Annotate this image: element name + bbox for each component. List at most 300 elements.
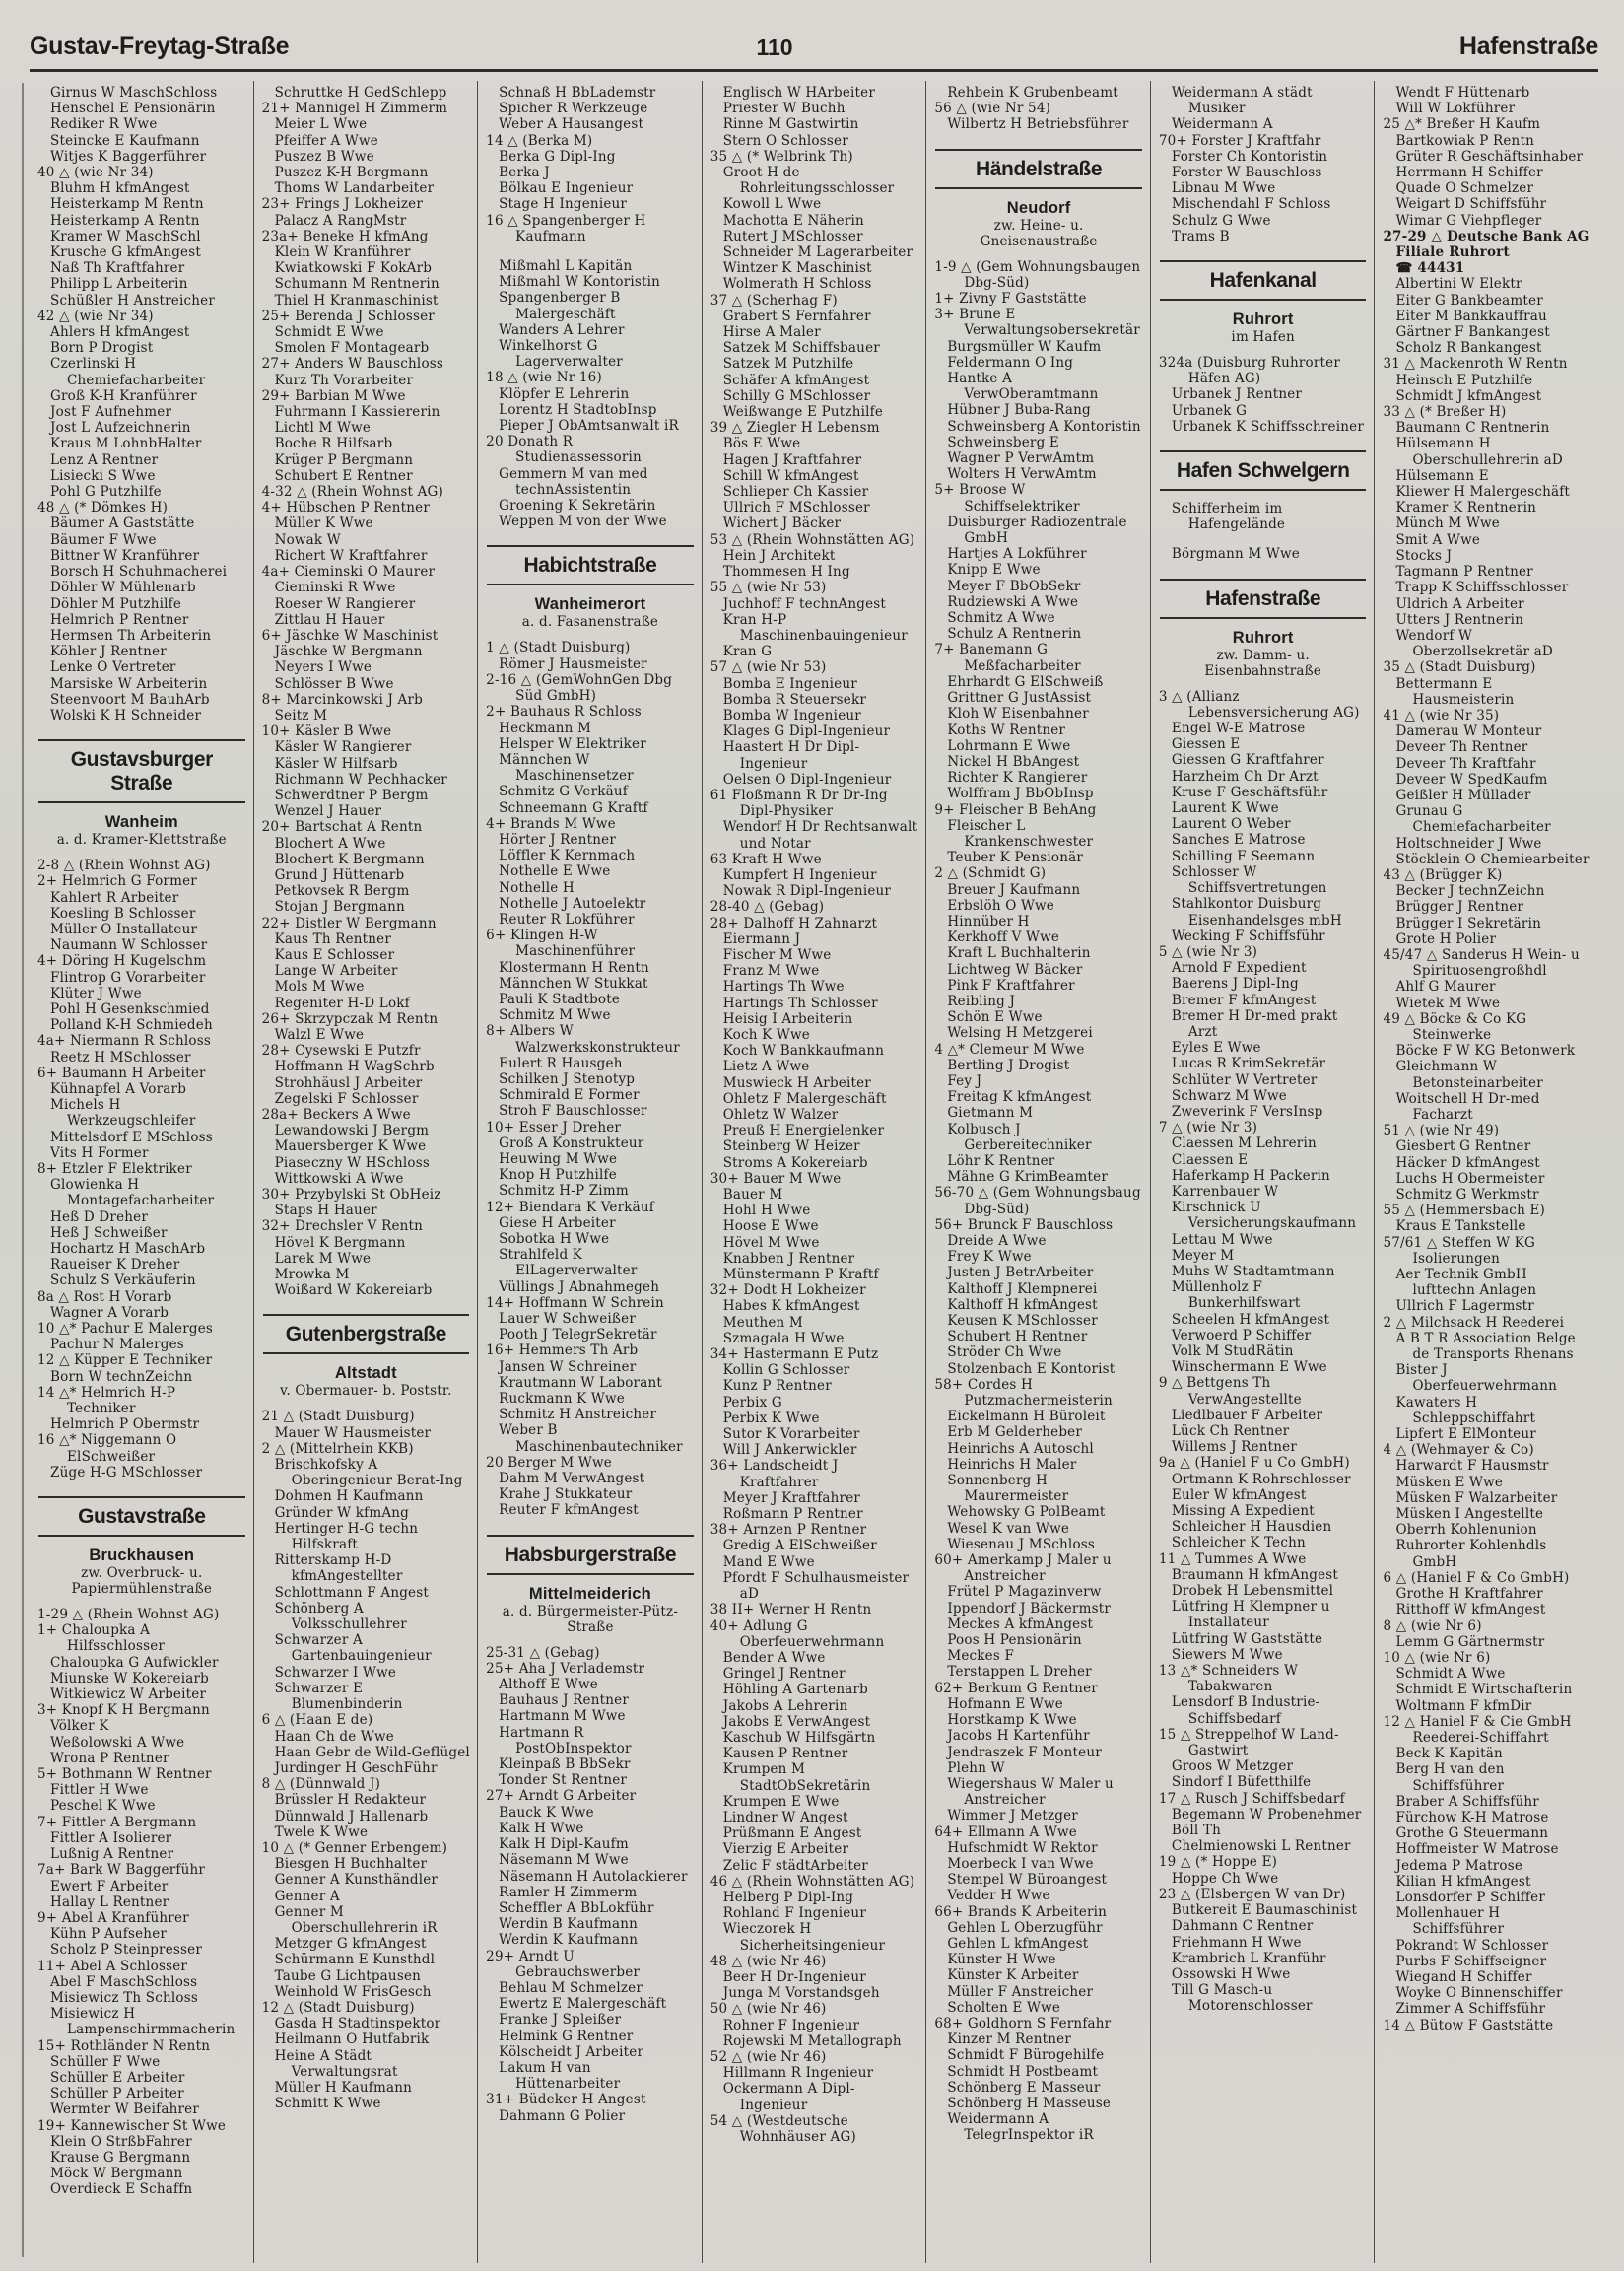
directory-entry: Krumpen E Wwe <box>722 1793 840 1810</box>
directory-entry: Kloh W Eisenbahner <box>947 706 1089 723</box>
directory-entry: Schmitz H Anstreicher <box>499 1407 657 1423</box>
directory-column-4 <box>702 81 926 2263</box>
directory-entry: Käsler W Rangierer <box>274 739 412 756</box>
house-number-entry: 63 Kraft H Wwe <box>710 851 822 867</box>
directory-entry: Genner M Oberschullehrerin iR <box>274 1903 438 1936</box>
directory-entry: Meyer F BbObSekr <box>947 578 1081 594</box>
directory-entry: Mißmahl L Kapitän <box>499 258 633 275</box>
directory-entry: Brüssler H Redakteur <box>274 1792 427 1809</box>
house-number-entry: 9a △ (Haniel F u Co GmbH) <box>1158 1455 1350 1472</box>
house-number-entry: 68+ Goldhorn S Fernfahr <box>934 2015 1112 2031</box>
directory-entry: Herrmann H Schiffer <box>1395 165 1543 181</box>
directory-entry: Satzek M Putzhilfe <box>722 356 854 373</box>
directory-entry: Reetz H MSchlosser <box>50 1049 191 1066</box>
directory-entry: Kerkhoff V Wwe <box>947 929 1060 946</box>
directory-entry: Heuwing M Wwe <box>499 1150 618 1167</box>
directory-entry: Smolen F Montagearb <box>274 340 430 357</box>
directory-entry: Rediker R Wwe <box>50 116 158 133</box>
directory-entry: Näsemann H Autolackierer <box>499 1868 688 1885</box>
directory-entry: Rohner F Ingenieur <box>722 2017 860 2033</box>
district-location: zw. Damm- u. Eisenbahnstraße <box>1204 647 1322 679</box>
directory-entry: Harwardt F Hausmstr <box>1395 1458 1549 1475</box>
directory-entry: Kalthoff J Klempnerei <box>947 1280 1098 1297</box>
directory-entry: Genner A Kunsthändler <box>274 1872 439 1889</box>
directory-entry: Ippendorf J Bäckermstr <box>947 1600 1111 1617</box>
district-location: v. Obermauer- b. Poststr. <box>280 1383 452 1400</box>
directory-entry: Poos H Pensionärin <box>947 1632 1082 1649</box>
directory-entry: Eiermann J <box>722 930 801 947</box>
house-number-entry: 35 △ (* Welbrink Th) <box>710 148 853 165</box>
directory-entry: Blochert K Bergmann <box>274 851 425 867</box>
house-number-entry: 1 △ (Stadt Duisburg) <box>486 640 631 656</box>
house-number-entry: 23a+ Beneke H kfmAng <box>261 228 429 244</box>
directory-entry: Plehn W <box>947 1759 1005 1776</box>
directory-entry: Grothe H Kraftfahrer <box>1395 1586 1543 1603</box>
house-number-entry: 7a+ Bark W Baggerführ <box>37 1862 206 1879</box>
house-number-entry: 5+ Broose W Schiffselektriker <box>934 482 1080 515</box>
directory-entry: Stahlkontor Duisburg Eisenhandelsges mbH <box>1171 896 1342 929</box>
directory-entry: Oberrh Kohlenunion <box>1395 1522 1537 1539</box>
directory-entry: Groß K-H Kranführer <box>50 387 197 404</box>
directory-entry: Henschel E Pensionärin <box>50 101 216 117</box>
directory-entry: Gemmern M van med technAssistentin <box>499 465 648 498</box>
house-number-entry: 30+ Bauer M Wwe <box>710 1170 842 1187</box>
directory-entry: Höhling A Gartenarb <box>722 1682 868 1698</box>
directory-entry: Behlau M Schmelzer <box>499 1979 643 1996</box>
directory-entry: Lonsdorfer P Schiffer <box>1395 1889 1545 1905</box>
directory-entry: Giese H Arbeiter <box>499 1214 616 1231</box>
house-number-entry: 8+ Etzler F Elektriker <box>37 1160 192 1177</box>
directory-entry: Palacz A RangMstr <box>274 212 407 229</box>
directory-entry: Schmirald E Former <box>499 1087 640 1104</box>
directory-entry: Schlüter W Vertreter <box>1171 1071 1318 1088</box>
directory-entry: Stöcklein O Chemiearbeiter <box>1395 851 1590 867</box>
directory-entry: Jendraszek F Monteur <box>947 1744 1102 1760</box>
house-number-entry: 15+ Rothländer N Rentn <box>37 2037 211 2054</box>
directory-entry: Zimmer A Schiffsführ <box>1395 2001 1546 2018</box>
house-number-entry: 27+ Anders W Bauschloss <box>261 356 444 373</box>
directory-entry: Schmidt A Wwe <box>1395 1666 1506 1683</box>
house-number-entry: 25+ Berenda J Schlosser <box>261 308 435 324</box>
directory-entry: Grüter R Geschäftsinhaber <box>1395 148 1584 165</box>
directory-entry: Bettermann E Hausmeisterin <box>1395 675 1515 708</box>
directory-entry: Eiter G Bankbeamter <box>1395 292 1543 309</box>
directory-entry: Bluhm H kfmAngest <box>50 180 190 197</box>
header-street-left: Gustav-Freytag-Straße <box>30 33 290 60</box>
directory-entry: Sanches E Matrose <box>1171 832 1306 849</box>
directory-entry: Naß Th Kraftfahrer <box>50 260 185 277</box>
directory-column-5 <box>925 81 1150 2263</box>
house-number-entry: 23+ Frings J Lokheizer <box>261 196 423 213</box>
directory-entry: Juchhoff F technAngest <box>722 595 887 612</box>
house-number-entry: 58+ Cordes H Putzmachermeisterin <box>934 1376 1113 1410</box>
directory-entry: Vedder H Wwe <box>947 1888 1050 1904</box>
directory-entry: Woltmann F kfmDir <box>1395 1697 1532 1714</box>
street-header: Habsburgerstraße <box>487 1535 694 1575</box>
directory-entry: Zegelski F Schlosser <box>274 1090 419 1107</box>
directory-entry: Fürchow K-H Matrose <box>1395 1809 1549 1825</box>
directory-entry: Ströder Ch Wwe <box>947 1344 1062 1361</box>
house-number-entry: 10 △ (wie Nr 6) <box>1383 1649 1491 1666</box>
directory-entry: Grothe G Steuermann <box>1395 1825 1549 1842</box>
house-number-entry: 49 △ Böcke & Co KG Steinwerke <box>1383 1010 1527 1043</box>
directory-entry: Winkelhorst G Lagerverwalter <box>499 338 623 371</box>
directory-entry: Abel F MaschSchloss <box>50 1973 198 1990</box>
directory-entry: Pohl G Putzhilfe <box>50 484 162 501</box>
directory-entry: Rudziewski A Wwe <box>947 593 1079 610</box>
directory-entry: Heisterkamp M Rentn <box>50 196 204 213</box>
directory-entry: Kolbusch J Gerbereitechniker <box>947 1121 1092 1153</box>
directory-entry: Lipfert E ElMonteur <box>1395 1426 1536 1443</box>
directory-entry: Kraus M LohnbHalter <box>50 436 202 452</box>
house-number-entry: 11 △ Tummes A Wwe <box>1158 1550 1307 1567</box>
directory-entry: Gründer W kfmAng <box>274 1504 410 1521</box>
directory-entry: Bauer M <box>722 1187 783 1204</box>
directory-entry: Utters J Rentnerin <box>1395 611 1524 628</box>
directory-entry: Scholten E Wwe <box>947 1999 1061 2016</box>
directory-entry: Aer Technik GmbH lufttechn Anlagen <box>1395 1267 1537 1299</box>
directory-entry: Bomba E Ingenieur <box>722 675 857 692</box>
house-number-entry: 1-9 △ (Gem Wohnungsbaugen Dbg-Süd) <box>934 258 1141 291</box>
directory-entry: Hülsemann E <box>1395 467 1489 484</box>
directory-entry: Hagen J Kraftfahrer <box>722 451 862 468</box>
directory-entry: Ritterskamp H-D kfmAngestellter <box>274 1552 403 1585</box>
directory-entry: Kran G <box>722 644 773 660</box>
directory-entry: Münstermann P Kraftf <box>722 1267 879 1283</box>
directory-entry: Ullrich F Lagermstr <box>1395 1298 1534 1315</box>
district-header: Altstadt <box>334 1364 397 1383</box>
directory-entry: Krahe J Stukkateur <box>499 1486 633 1503</box>
directory-entry: Schönberg E Masseur <box>947 2079 1101 2096</box>
house-number-entry: 4a+ Cieminski O Maurer <box>261 564 436 581</box>
header-street-right: Hafenstraße <box>1458 33 1599 60</box>
directory-entry: Wichert J Bäcker <box>722 516 842 532</box>
directory-entry: Szmagala H Wwe <box>722 1330 845 1346</box>
directory-entry: Schlosser W Schiffsvertretungen <box>1171 863 1327 897</box>
directory-entry: Jurdinger H GeschFühr <box>274 1759 438 1776</box>
house-number-entry: 70+ Forster J Kraftfahr <box>1158 132 1321 149</box>
house-number-entry: 4+ Döring H Kugelschm <box>37 953 207 970</box>
directory-entry: Klüter J Wwe <box>50 985 142 1001</box>
directory-entry: Lichtweg W Bäcker <box>947 961 1083 978</box>
directory-entry: Klein W Kranführer <box>274 244 411 261</box>
directory-entry: Grittner G JustAssist <box>947 690 1092 707</box>
directory-entry: Bremer H Dr-med prakt Arzt <box>1171 1007 1338 1040</box>
directory-entry: Heine A Städt Verwaltungsrat <box>274 2047 398 2080</box>
street-header: Gutenbergstraße <box>263 1314 470 1354</box>
directory-entry: Steincke E Kaufmann <box>50 132 200 149</box>
house-number-entry: 4+ Brands M Wwe <box>486 815 616 832</box>
directory-entry: Kowoll L Wwe <box>722 196 822 213</box>
directory-entry: Eiter M Bankkauffrau <box>1395 308 1547 324</box>
directory-entry: Kühnapfel A Vorarb <box>50 1080 187 1097</box>
directory-entry: Eulert R Hausgeh <box>499 1055 623 1071</box>
directory-entry: Vüllings J Abnahmegeh <box>499 1278 660 1295</box>
directory-entry: Lewandowski J Bergm <box>274 1123 430 1139</box>
directory-entry: Ruhrorter Kohlenhdls GmbH <box>1395 1538 1547 1570</box>
directory-entry: Brügger J Rentner <box>1395 899 1524 916</box>
directory-entry: Verwoerd P Schiffer <box>1171 1327 1312 1343</box>
directory-entry: Lietz A Wwe <box>722 1059 810 1075</box>
directory-entry: Seitz M <box>274 707 328 723</box>
directory-entry: Häcker D kfmAngest <box>1395 1154 1540 1171</box>
directory-entry: Michels H Werkzeugschleifer <box>50 1097 196 1130</box>
directory-entry: Bender A Wwe <box>722 1649 826 1666</box>
directory-entry: Pfeiffer A Wwe <box>274 132 378 149</box>
house-number-entry: 50 △ (wie Nr 46) <box>710 2001 827 2018</box>
directory-entry: Stroms A Kokereiarb <box>722 1154 868 1171</box>
house-number-entry: 1-29 △ (Rhein Wohnst AG) <box>37 1607 220 1623</box>
directory-entry: Löhr K Rentner <box>947 1152 1055 1169</box>
directory-entry: Schüller E Arbeiter <box>50 2069 185 2086</box>
directory-entry: Wagner P VerwAmtm <box>947 450 1095 467</box>
directory-entry: Klages G Dipl-Ingenieur <box>722 723 891 740</box>
house-number-entry: 25-31 △ (Gebag) <box>486 1644 600 1661</box>
street-header: Hafenkanal <box>1160 260 1367 301</box>
directory-entry: Schneemann G Kraftf <box>499 799 648 816</box>
directory-entry: Teuber K Pensionär <box>947 850 1084 866</box>
directory-entry: Ahlf G Maurer <box>1395 979 1496 996</box>
house-number-entry: 25+ Aha J Verlademstr <box>486 1660 645 1677</box>
directory-entry: Helmink G Rentner <box>499 2028 634 2044</box>
directory-entry: Fleischer L Krankenschwester <box>947 817 1094 850</box>
house-number-entry: 12 △ Haniel F & Cie GmbH Reederei-Schiffahrt <box>1383 1713 1572 1746</box>
house-number-entry: 45/47 △ Sanderus H Wein- u Spirituosengroßhdl <box>1383 946 1580 980</box>
house-number-entry: 9+ Abel A Kranführer <box>37 1909 189 1926</box>
directory-entry: Frey K Wwe <box>947 1249 1032 1266</box>
directory-entry: Geißler H Müllader <box>1395 787 1531 803</box>
directory-entry: Wilbertz H Betriebsführer <box>947 116 1129 133</box>
directory-entry: Rohland F Ingenieur <box>722 1905 866 1922</box>
directory-entry: Purbs F Schiffseigner <box>1395 1953 1547 1969</box>
directory-entry: Dohmen H Kaufmann <box>274 1488 424 1505</box>
directory-entry: Kollin G Schlosser <box>722 1362 850 1379</box>
directory-entry: Schwerdtner P Bergm <box>274 787 429 803</box>
directory-entry: Hörter J Rentner <box>499 831 616 848</box>
directory-entry: Hantke A VerwOberamtmann <box>947 371 1099 403</box>
directory-entry: Schmitz H-P Zimm <box>499 1183 629 1200</box>
directory-entry: Winschermann E Wwe <box>1171 1359 1327 1376</box>
directory-entry: Weidermann A <box>1171 116 1273 133</box>
house-number-entry: 27+ Arndt G Arbeiter <box>486 1788 637 1805</box>
directory-entry: Bister J Oberfeuerwehrmann <box>1395 1362 1558 1395</box>
directory-entry: Bittner W Kranführer <box>50 547 200 564</box>
directory-entry: Breuer J Kaufmann <box>947 881 1081 898</box>
house-number-entry: 36+ Landscheidt J Kraftfahrer <box>710 1458 839 1490</box>
directory-entry: Hartmann R PostObInspektor <box>499 1724 632 1756</box>
directory-entry: Brügger I Sekretärin <box>1395 915 1541 931</box>
directory-entry: Hirse A Maler <box>722 324 821 341</box>
directory-entry: Wimar G Viehpfleger <box>1395 212 1542 229</box>
directory-entry: Bremer F kfmAngest <box>1171 992 1317 1008</box>
directory-entry: Jost F Aufnehmer <box>50 404 172 421</box>
house-number-entry: 19+ Kannewischer St Wwe <box>37 2117 227 2134</box>
directory-entry: Schleicher K Techn <box>1171 1535 1306 1551</box>
directory-entry: Lück Ch Rentner <box>1171 1423 1290 1439</box>
directory-entry: Deveer Th Rentner <box>1395 739 1528 756</box>
directory-columns <box>30 81 1598 2263</box>
directory-entry: Vits H Former <box>50 1144 149 1161</box>
directory-entry: Schwarzer I Wwe <box>274 1664 397 1681</box>
directory-entry: Dahm M VerwAngest <box>499 1471 645 1487</box>
directory-entry: Schneider M Lagerarbeiter <box>722 244 914 261</box>
directory-entry: Ramler H Zimmerm <box>499 1884 638 1900</box>
directory-entry: Kühn P Aufseher <box>50 1926 168 1943</box>
directory-entry: Kilian H kfmAngest <box>1395 1873 1531 1890</box>
directory-entry: Weidermann A städt Musiker <box>1171 85 1313 117</box>
directory-entry: Karrenbauer W <box>1171 1183 1279 1200</box>
directory-entry: Puszez B Wwe <box>274 148 374 165</box>
directory-entry: Nowak W <box>274 531 341 548</box>
directory-entry: Lindner W Angest <box>722 1809 848 1825</box>
directory-entry: Misiewicz Th Schloss <box>50 1989 199 2006</box>
house-number-entry: 8+ Albers W Walzwerkskonstrukteur <box>486 1023 680 1056</box>
directory-entry: Sonnenberg H Maurermeister <box>947 1473 1069 1505</box>
directory-entry: Schlieper Ch Kassier <box>722 484 869 501</box>
directory-entry: Piaseczny W HSchloss <box>274 1154 430 1171</box>
house-number-entry: 2-16 △ (GemWohnGen Dbg Süd GmbH) <box>486 671 673 705</box>
directory-entry: Kahlert R Arbeiter <box>50 889 179 906</box>
directory-entry: Baumann C Rentnerin <box>1395 420 1550 437</box>
directory-entry: Hoose E Wwe <box>722 1218 819 1235</box>
directory-entry: Priester W Buchh <box>722 101 846 117</box>
directory-entry: Frütel P Magazinverw <box>947 1584 1102 1601</box>
directory-entry: Schüller F Wwe <box>50 2053 161 2070</box>
directory-entry: Nothelle E Wwe <box>499 863 611 880</box>
directory-entry: Hoffmeister W Matrose <box>1395 1841 1559 1858</box>
directory-entry: Hufschmidt W Rektor <box>947 1839 1098 1856</box>
directory-entry: Althoff E Wwe <box>499 1677 598 1693</box>
directory-entry: Volk M StudRätin <box>1171 1342 1294 1359</box>
directory-entry: Boche R Hilfsarb <box>274 436 393 452</box>
directory-entry: Köhler J Rentner <box>50 644 167 660</box>
directory-entry: Laurent K Wwe <box>1171 800 1279 817</box>
directory-entry: Lucas R KrimSekretär <box>1171 1056 1326 1072</box>
district-location: a. d. Bürgermeister-Pütz-Straße <box>502 1603 679 1635</box>
directory-entry: Bertling J Drogist <box>947 1057 1070 1073</box>
directory-entry: Feldermann O Ing <box>947 354 1074 371</box>
directory-entry: Perbix G <box>722 1394 782 1411</box>
directory-entry: Schmitz M Wwe <box>499 1007 611 1024</box>
house-number-entry: 9+ Fleischer B BehAng <box>934 801 1097 818</box>
directory-entry: Schmidt J kfmAngest <box>1395 387 1542 404</box>
directory-entry: Pachur N Malerges <box>50 1337 184 1353</box>
directory-entry: Stojan J Bergmann <box>274 899 405 916</box>
house-number-entry: 6+ Klingen H-W Maschinenführer <box>486 928 636 960</box>
directory-entry: Müller F Anstreicher <box>947 1983 1094 2000</box>
directory-entry: Flintrop G Vorarbeiter <box>50 969 206 986</box>
directory-entry: Ruckmann K Wwe <box>499 1391 625 1408</box>
directory-entry: Mittelsdorf E MSchloss <box>50 1129 213 1145</box>
house-number-entry: 64+ Ellmann A Wwe <box>934 1824 1077 1840</box>
directory-entry: Weidermann A TelegrInspektor iR <box>947 2111 1094 2144</box>
directory-entry: Berka G Dipl-Ing <box>499 148 616 165</box>
directory-entry: Jacobs H Kartenführ <box>947 1728 1090 1745</box>
directory-entry: Ahlers H kfmAngest <box>50 324 190 341</box>
directory-entry: Keusen K MSchlosser <box>947 1313 1098 1330</box>
directory-entry: Puszez K-H Bergmann <box>274 165 429 181</box>
directory-entry: Libnau M Wwe <box>1171 180 1276 197</box>
street-header: Hafenstraße <box>1160 579 1367 619</box>
house-number-entry: 14 △ Bütow F Gaststätte <box>1383 2017 1554 2033</box>
house-number-entry: 56 △ (wie Nr 54) <box>934 101 1051 117</box>
directory-entry: Heinrichs H Maler <box>947 1456 1077 1473</box>
directory-entry: A B T R Association Belge de Transports Rhenans <box>1395 1330 1576 1363</box>
directory-entry: Schill W kfmAngest <box>722 467 859 484</box>
directory-entry: Schlottmann F Angest <box>274 1584 429 1601</box>
directory-entry: Quade O Schmelzer <box>1395 180 1534 197</box>
directory-entry: Grote H Polier <box>1395 930 1497 947</box>
directory-entry: Albertini W Elektr <box>1395 276 1522 293</box>
house-number-entry: 6+ Jäschke W Maschinist <box>261 627 439 644</box>
house-number-entry: 20 Berger M Wwe <box>486 1454 612 1471</box>
directory-entry: Bartkowiak P Rentn <box>1395 132 1534 149</box>
directory-entry: Müsken E Wwe <box>1395 1474 1504 1490</box>
house-number-entry: 21+ Mannigel H Zimmerm <box>261 101 448 117</box>
directory-entry: Eyles E Wwe <box>1171 1040 1261 1057</box>
directory-entry: Horstkamp K Wwe <box>947 1712 1077 1729</box>
house-number-entry: 29+ Barbian M Wwe <box>261 387 406 404</box>
directory-entry: Meier L Wwe <box>274 116 368 133</box>
house-number-entry: 28+ Cysewski E Putzfr <box>261 1043 421 1060</box>
house-number-entry: 66+ Brands K Arbeiterin <box>934 1903 1108 1920</box>
directory-entry: Schweinsberg E <box>947 434 1059 450</box>
directory-entry: Will W Lokführer <box>1395 101 1516 117</box>
directory-entry: Forster W Bauschloss <box>1171 165 1322 181</box>
directory-entry: Braber A Schiffsführ <box>1395 1793 1539 1810</box>
house-number-entry: 12+ Biendara K Verkäuf <box>486 1199 654 1215</box>
directory-entry: Lemm G Gärtnermstr <box>1395 1633 1545 1650</box>
directory-entry: Schulz S Verkäuferin <box>50 1273 196 1289</box>
directory-entry: Damerau W Monteur <box>1395 723 1542 740</box>
directory-entry: Stroh F Bauschlosser <box>499 1103 647 1120</box>
directory-entry: Reuter R Lokführer <box>499 911 635 928</box>
directory-entry: Hartmann M Wwe <box>499 1708 626 1725</box>
house-number-entry: 8+ Marcinkowski J Arb <box>261 691 423 708</box>
directory-entry: Arnold F Expedient <box>1171 960 1307 977</box>
street-header: Gustavstraße <box>38 1496 245 1537</box>
directory-entry: Bauhaus J Rentner <box>499 1692 629 1709</box>
directory-entry: Giessen E <box>1171 736 1241 753</box>
house-number-entry: 30+ Przybylski St ObHeiz <box>261 1187 441 1204</box>
directory-entry: Weigart D Schiffsführ <box>1395 196 1547 213</box>
directory-entry: Lenz A Rentner <box>50 451 159 468</box>
directory-entry: Schulz G Wwe <box>1171 212 1271 229</box>
directory-entry: Kurz Th Vorarbeiter <box>274 372 414 388</box>
house-number-entry: 40+ Adlung G Oberfeuerwehrmann <box>710 1617 885 1650</box>
directory-entry: Neyers I Wwe <box>274 659 372 676</box>
house-number-entry: 5 △ (wie Nr 3) <box>1158 943 1258 960</box>
house-number-entry: 62+ Berkum G Rentner <box>934 1680 1098 1696</box>
house-number-entry: 2 △ (Mittelrhein KKB) <box>261 1440 414 1457</box>
house-number-entry: 2 △ Milchsack H Reederei <box>1383 1314 1565 1331</box>
spacer <box>486 244 695 258</box>
house-number-entry: 52 △ (wie Nr 46) <box>710 2048 827 2065</box>
directory-entry: Müller H Kaufmann <box>274 2079 412 2096</box>
directory-entry: Gehlen L Oberzugführ <box>947 1919 1103 1936</box>
directory-entry: Terstappen L Dreher <box>947 1664 1092 1681</box>
directory-entry: Grund J Hüttenarb <box>274 866 405 883</box>
directory-entry: Habes K kfmAngest <box>722 1298 860 1315</box>
directory-entry: Wimmer J Metzger <box>947 1808 1078 1824</box>
house-number-entry: 12 △ Küpper E Techniker <box>37 1352 213 1369</box>
directory-entry: Tagmann P Rentner <box>1395 564 1533 581</box>
directory-entry: Haferkamp H Packerin <box>1171 1167 1330 1184</box>
house-number-entry: 54 △ (Westdeutsche Wohnhäuser AG) <box>710 2112 856 2145</box>
directory-entry: Braumann H kfmAngest <box>1171 1566 1339 1583</box>
directory-entry: Kinzer M Rentner <box>947 2031 1071 2048</box>
house-number-entry: 38 II+ Werner H Rentn <box>710 1602 872 1618</box>
